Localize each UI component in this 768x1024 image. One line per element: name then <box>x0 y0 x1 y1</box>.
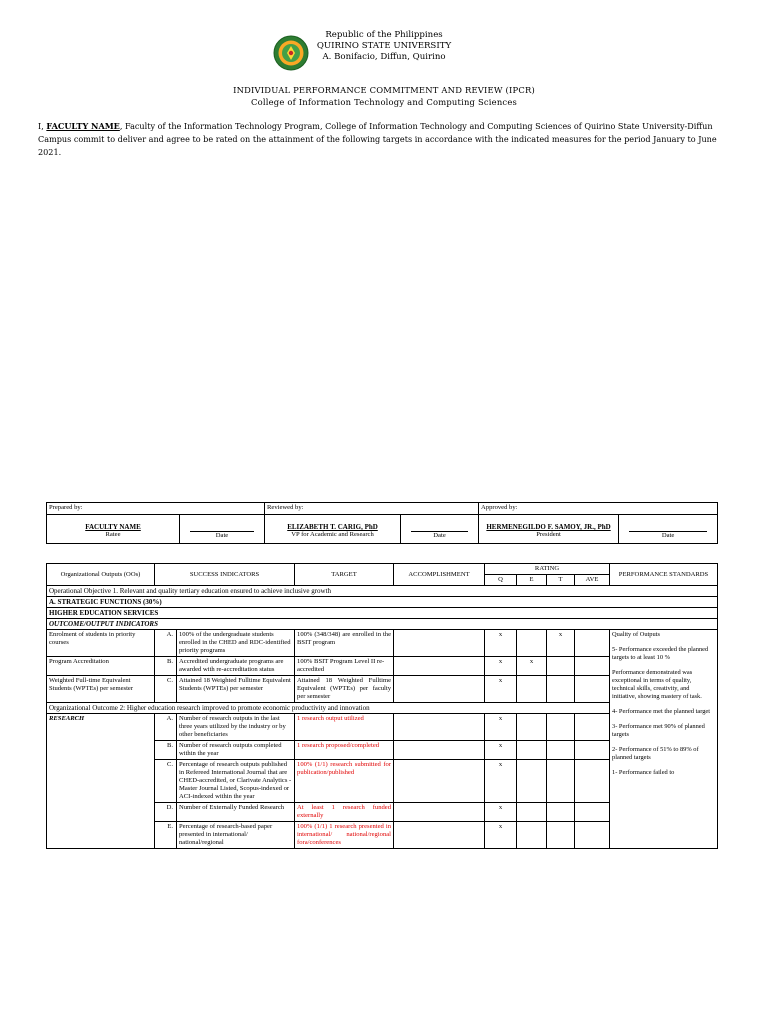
section-row <box>47 608 718 619</box>
col-header-t: T <box>547 575 575 586</box>
section-row <box>47 597 718 608</box>
rating-q: x <box>485 630 517 657</box>
target-cell: 1 research proposed/completed <box>295 741 394 760</box>
rating-t <box>547 803 575 822</box>
document-title: INDIVIDUAL PERFORMANCE COMMITMENT AND REVIEW (IPCR) <box>233 85 535 95</box>
target-cell: 100% BSIT Program Level II re-accredited <box>295 657 394 676</box>
accomplishment-cell <box>394 714 485 741</box>
si-cell: Percentage of research outputs published in Refereed International Journal that are CHED-accredited, or Clarivate Analytics - Master Journal Listed, Scopus-indexed or ACI-indexed within the year <box>177 760 295 803</box>
rating-e <box>517 760 547 803</box>
rating-q: x <box>485 676 517 703</box>
prepared-cell <box>47 515 180 544</box>
oo-cell: Weighted Full-time Equivalent Students (WPTEs) per semester <box>47 676 155 703</box>
approved-cell <box>479 515 619 544</box>
rating-t <box>547 714 575 741</box>
rating-e <box>517 630 547 657</box>
col-header-accomplishment: ACCOMPLISHMENT <box>394 564 485 586</box>
higher-education-services: HIGHER EDUCATION SERVICES <box>47 608 718 619</box>
si-letter: A. <box>155 630 177 657</box>
rating-q: x <box>485 741 517 760</box>
oo-cell: Program Accreditation <box>47 657 155 676</box>
rating-e <box>517 803 547 822</box>
faculty-name: FACULTY NAME <box>46 121 120 131</box>
header-university: QUIRINO STATE UNIVERSITY <box>316 41 452 51</box>
standard-3: 3- Performance met 90% of planned targets <box>612 723 705 738</box>
rating-t <box>547 657 575 676</box>
si-cell: Accredited undergraduate programs are awarded with re-accreditation status <box>177 657 295 676</box>
signatories-table <box>46 502 718 544</box>
document-subtitle: College of Information Technology and Computing Sciences <box>251 97 517 107</box>
si-letter: A. <box>155 714 177 741</box>
rating-t: x <box>547 630 575 657</box>
rating-ave <box>575 714 610 741</box>
approved-name: HERMENEGILDO F. SAMOY, JR., PhD <box>486 523 611 531</box>
si-letter: B. <box>155 657 177 676</box>
rating-ave <box>575 803 610 822</box>
rating-t <box>547 741 575 760</box>
outcome-indicators: OUTCOME/OUTPUT INDICATORS <box>47 619 718 630</box>
table-row <box>47 630 718 657</box>
col-header-q: Q <box>485 575 517 586</box>
rating-e <box>517 822 547 849</box>
col-header-si: SUCCESS INDICATORS <box>155 564 295 586</box>
si-cell: Number of research outputs in the last three years utilized by the industry or by other beneficiaries <box>177 714 295 741</box>
oo-cell: Enrolment of students in priority courses <box>47 630 155 657</box>
rating-e <box>517 676 547 703</box>
intro-pre: I, <box>38 121 47 131</box>
col-header-rating: RATING <box>485 564 610 575</box>
si-cell: Number of research outputs completed within the year <box>177 741 295 760</box>
si-letter: D. <box>155 803 177 822</box>
si-cell: Number of Externally Funded Research <box>177 803 295 822</box>
header-republic: Republic of the Philippines <box>325 30 443 40</box>
accomplishment-cell <box>394 760 485 803</box>
reviewed-title: VP for Academic and Research <box>291 531 374 538</box>
table-header-row <box>47 564 718 575</box>
reviewed-date-cell <box>401 515 479 544</box>
reviewed-by-label: Reviewed by: <box>265 503 479 515</box>
si-letter: B. <box>155 741 177 760</box>
si-cell: 100% of the undergraduate students enrolled in the CHED and RDC-identified priority programs <box>177 630 295 657</box>
research-oo-cell: RESEARCH <box>47 714 155 849</box>
accomplishment-cell <box>394 741 485 760</box>
header-address: A. Bonifacio, Diffun, Quirino <box>322 52 446 62</box>
standard-5: 5- Performance exceeded the planned targets to at least 10 % <box>612 646 709 661</box>
rating-t <box>547 676 575 703</box>
rating-q: x <box>485 760 517 803</box>
reviewed-date-label: Date <box>433 532 446 539</box>
reviewed-cell <box>265 515 401 544</box>
rating-q: x <box>485 657 517 676</box>
rating-t <box>547 760 575 803</box>
strategic-functions: A. STRATEGIC FUNCTIONS (30%) <box>47 597 718 608</box>
target-cell: At least 1 research funded externally <box>295 803 394 822</box>
rating-ave <box>575 676 610 703</box>
reviewed-name: ELIZABETH T. CARIG, PhD <box>287 523 378 531</box>
commitment-statement <box>38 120 738 159</box>
accomplishment-cell <box>394 657 485 676</box>
performance-standards-cell <box>610 630 718 849</box>
prepared-title: Ratee <box>105 531 121 538</box>
prepared-date-cell <box>180 515 265 544</box>
prepared-by-label: Prepared by: <box>47 503 265 515</box>
rating-ave <box>575 741 610 760</box>
rating-ave <box>575 657 610 676</box>
standard-heading: Quality of Outputs <box>612 631 660 638</box>
objective-2: Organizational Outcome 2: Higher education research improved to promote economic productivity and innovation <box>47 703 610 714</box>
si-cell: Percentage of research-based paper presented in international/ national/regional <box>177 822 295 849</box>
section-row <box>47 586 718 597</box>
document-header <box>0 30 768 63</box>
standard-4: 4- Performance met the planned target <box>612 708 711 715</box>
prepared-name: FACULTY NAME <box>85 523 141 531</box>
col-header-standards: PERFORMANCE STANDARDS <box>610 564 718 586</box>
si-cell: Attained 18 Weighted Fulltime Equivalent Students (WPTEs) per semester <box>177 676 295 703</box>
document-title-block <box>0 84 768 108</box>
accomplishment-cell <box>394 822 485 849</box>
approved-title: President <box>536 531 561 538</box>
rating-ave <box>575 630 610 657</box>
rating-ave <box>575 760 610 803</box>
standard-1: 1- Performance failed to <box>612 769 675 776</box>
rating-t <box>547 822 575 849</box>
col-header-target: TARGET <box>295 564 394 586</box>
rating-e: x <box>517 657 547 676</box>
approved-by-label: Approved by: <box>479 503 718 515</box>
si-letter: E. <box>155 822 177 849</box>
accomplishment-cell <box>394 803 485 822</box>
target-cell: 100% (348/348) are enrolled in the BSIT program <box>295 630 394 657</box>
target-cell: 1 research output utilized <box>295 714 394 741</box>
objective-1: Operational Objective 1. Relevant and quality tertiary education ensured to achieve inclusive growth <box>47 586 718 597</box>
rating-q: x <box>485 803 517 822</box>
standard-2: 2- Performance of 51% to 89% of planned targets <box>612 746 699 761</box>
target-cell: 100% (1/1) research submitted for publication/published <box>295 760 394 803</box>
si-letter: C. <box>155 676 177 703</box>
prepared-date-label: Date <box>215 532 229 539</box>
col-header-e: E <box>517 575 547 586</box>
intro-body: , Faculty of the Information Technology Program, College of Information Technology and Computing Sciences of Quirino State University-Diffun Campus commit to deliver and agree to be rated on the attainment of the following targets in accordance with the indicated measures for the period January to June 2021. <box>38 121 717 157</box>
rating-q: x <box>485 822 517 849</box>
rating-e <box>517 741 547 760</box>
approved-date-label: Date <box>661 532 675 539</box>
standard-5-desc: Performance demonstrated was exceptional in terms of quality, technical skills, creativity, and initiative, showing mastery of task. <box>612 669 702 700</box>
col-header-oo: Organizational Outputs (OOs) <box>47 564 155 586</box>
accomplishment-cell <box>394 676 485 703</box>
col-header-ave: AVE <box>575 575 610 586</box>
section-row <box>47 619 718 630</box>
signatories-label-row <box>47 503 718 515</box>
rating-ave <box>575 822 610 849</box>
target-cell: Attained 18 Weighted Fulltime Equivalent (WPTEs) per faculty per semester <box>295 676 394 703</box>
approved-date-cell <box>619 515 718 544</box>
si-letter: C. <box>155 760 177 803</box>
ipcr-table <box>46 563 718 849</box>
accomplishment-cell <box>394 630 485 657</box>
target-cell: 100% (1/1) 1 research presented in international/ national/regional fora/conferences <box>295 822 394 849</box>
signatories-name-row <box>47 515 718 544</box>
rating-e <box>517 714 547 741</box>
rating-q: x <box>485 714 517 741</box>
